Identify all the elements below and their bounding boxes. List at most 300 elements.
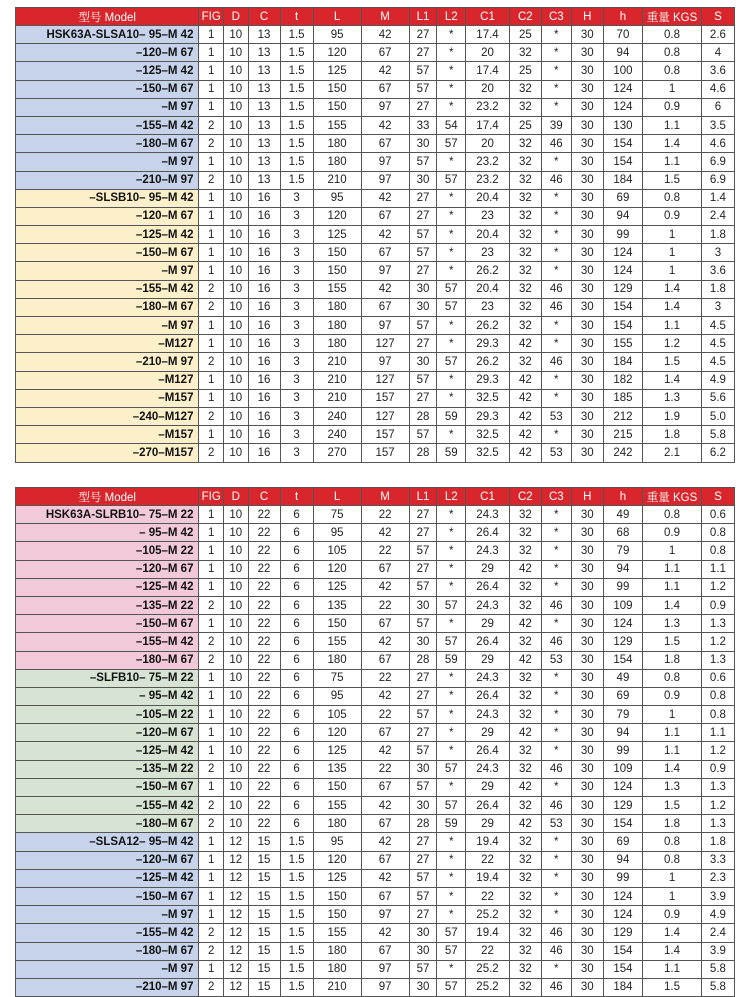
value-cell: * (541, 80, 571, 98)
table-row (16, 506, 735, 524)
table-row (16, 207, 735, 225)
model-cell: –M 97 (16, 317, 199, 335)
value-cell: 30 (571, 171, 603, 189)
value-cell: 124 (603, 887, 642, 905)
value-cell: 10 (224, 560, 249, 578)
value-cell: 42 (509, 389, 541, 407)
value-cell: 105 (313, 542, 361, 560)
value-cell: 215 (603, 426, 642, 444)
value-cell: 16 (248, 407, 280, 425)
model-cell: –155–M 42 (16, 924, 199, 942)
value-cell: 42 (361, 62, 409, 80)
value-cell: 12 (224, 924, 249, 942)
table-row (16, 760, 735, 778)
value-cell: 16 (248, 298, 280, 316)
value-cell: 32 (509, 687, 541, 705)
value-cell: 20 (466, 80, 510, 98)
value-cell: 32 (509, 706, 541, 724)
value-cell: 120 (313, 560, 361, 578)
model-cell: –SLFB10– 75–M 22 (16, 669, 199, 687)
value-cell: 57 (409, 371, 437, 389)
model-cell: –M 97 (16, 960, 199, 978)
value-cell: 22 (466, 887, 510, 905)
value-cell: 57 (437, 353, 466, 371)
value-cell: 1.4 (643, 924, 702, 942)
value-cell: 1.5 (280, 26, 313, 44)
value-cell: 10 (224, 778, 249, 796)
value-cell: 30 (571, 207, 603, 225)
value-cell: 1 (643, 244, 702, 262)
value-cell: 0.9 (701, 760, 734, 778)
value-cell: 100 (603, 62, 642, 80)
value-cell: 3 (280, 444, 313, 462)
table-row (16, 869, 735, 887)
value-cell: 3.9 (701, 887, 734, 905)
model-cell: –120–M 67 (16, 560, 199, 578)
value-cell: 27 (409, 335, 437, 353)
header-cell: D (224, 488, 249, 506)
value-cell: 42 (509, 724, 541, 742)
value-cell: 154 (603, 960, 642, 978)
table-row (16, 706, 735, 724)
value-cell: 94 (603, 851, 642, 869)
table-row (16, 524, 735, 542)
value-cell: 67 (361, 815, 409, 833)
value-cell: 68 (603, 524, 642, 542)
value-cell: 6 (701, 98, 734, 116)
value-cell: 1 (199, 524, 224, 542)
value-cell: 32 (509, 244, 541, 262)
value-cell: 1 (643, 226, 702, 244)
value-cell: 16 (248, 207, 280, 225)
header-cell: FIG (199, 488, 224, 506)
value-cell: 1.2 (701, 633, 734, 651)
value-cell: 182 (603, 371, 642, 389)
value-cell: 32 (509, 887, 541, 905)
value-cell: * (541, 26, 571, 44)
value-cell: 124 (603, 262, 642, 280)
value-cell: 1.3 (701, 615, 734, 633)
model-cell: –180–M 67 (16, 135, 199, 153)
value-cell: 30 (571, 797, 603, 815)
value-cell: 10 (224, 815, 249, 833)
value-cell: 13 (248, 116, 280, 134)
value-cell: 13 (248, 98, 280, 116)
value-cell: 6 (280, 669, 313, 687)
table-row (16, 633, 735, 651)
value-cell: * (437, 906, 466, 924)
value-cell: * (541, 524, 571, 542)
header-cell: h (603, 488, 642, 506)
value-cell: 5.8 (701, 426, 734, 444)
value-cell: 25.2 (466, 906, 510, 924)
value-cell: 1.5 (280, 942, 313, 960)
value-cell: 1.2 (701, 742, 734, 760)
value-cell: * (437, 153, 466, 171)
value-cell: 22 (248, 760, 280, 778)
value-cell: 0.9 (643, 906, 702, 924)
value-cell: 1.5 (280, 80, 313, 98)
table-row (16, 116, 735, 134)
value-cell: 180 (313, 298, 361, 316)
value-cell: 1.4 (701, 189, 734, 207)
value-cell: 10 (224, 371, 249, 389)
value-cell: 32 (509, 524, 541, 542)
value-cell: 25 (509, 26, 541, 44)
value-cell: 97 (361, 153, 409, 171)
table-row (16, 833, 735, 851)
value-cell: 1.4 (643, 942, 702, 960)
value-cell: 20.4 (466, 189, 510, 207)
value-cell: 1.1 (643, 153, 702, 171)
value-cell: 1 (199, 887, 224, 905)
table-body (16, 26, 735, 463)
value-cell: 20 (466, 44, 510, 62)
value-cell: 184 (603, 353, 642, 371)
value-cell: 6.9 (701, 153, 734, 171)
value-cell: 22 (466, 851, 510, 869)
value-cell: 67 (361, 80, 409, 98)
value-cell: * (541, 389, 571, 407)
value-cell: 4.6 (701, 80, 734, 98)
header-cell: H (571, 8, 603, 26)
header-cell: t (280, 8, 313, 26)
value-cell: * (437, 560, 466, 578)
value-cell: 1.8 (643, 651, 702, 669)
value-cell: 99 (603, 742, 642, 760)
model-cell: –M 97 (16, 262, 199, 280)
value-cell: 27 (409, 98, 437, 116)
value-cell: 30 (571, 651, 603, 669)
value-cell: 3 (280, 389, 313, 407)
value-cell: 30 (571, 317, 603, 335)
value-cell: * (541, 62, 571, 80)
model-cell: –150–M 67 (16, 80, 199, 98)
table-row (16, 407, 735, 425)
model-cell: –125–M 42 (16, 869, 199, 887)
model-cell: –270–M157 (16, 444, 199, 462)
value-cell: 10 (224, 407, 249, 425)
value-cell: * (437, 687, 466, 705)
value-cell: 75 (313, 506, 361, 524)
value-cell: * (541, 906, 571, 924)
value-cell: 22 (248, 578, 280, 596)
table-row (16, 815, 735, 833)
header-cell: M (361, 488, 409, 506)
value-cell: 30 (571, 389, 603, 407)
header-row (16, 8, 735, 26)
value-cell: 32 (509, 135, 541, 153)
table-row (16, 906, 735, 924)
value-cell: 12 (224, 851, 249, 869)
model-cell: –125–M 42 (16, 62, 199, 80)
value-cell: 13 (248, 135, 280, 153)
value-cell: 120 (313, 44, 361, 62)
table-row (16, 371, 735, 389)
model-cell: –210–M 97 (16, 353, 199, 371)
table-row (16, 189, 735, 207)
table-row (16, 960, 735, 978)
value-cell: 57 (409, 542, 437, 560)
value-cell: * (437, 542, 466, 560)
value-cell: 3 (280, 262, 313, 280)
value-cell: 99 (603, 869, 642, 887)
value-cell: 22 (248, 706, 280, 724)
value-cell: 125 (313, 869, 361, 887)
value-cell: * (541, 207, 571, 225)
value-cell: 22 (248, 815, 280, 833)
value-cell: 10 (224, 615, 249, 633)
header-cell: L (313, 8, 361, 26)
table-row (16, 353, 735, 371)
value-cell: 17.4 (466, 62, 510, 80)
value-cell: 1.5 (280, 869, 313, 887)
value-cell: 59 (437, 651, 466, 669)
value-cell: 1.2 (701, 578, 734, 596)
value-cell: * (437, 742, 466, 760)
value-cell: 57 (409, 153, 437, 171)
value-cell: 32 (509, 171, 541, 189)
value-cell: 67 (361, 887, 409, 905)
value-cell: 180 (313, 317, 361, 335)
value-cell: 97 (361, 353, 409, 371)
value-cell: 16 (248, 244, 280, 262)
value-cell: 30 (409, 353, 437, 371)
value-cell: 1.8 (643, 426, 702, 444)
table-row (16, 615, 735, 633)
value-cell: 6.9 (701, 171, 734, 189)
value-cell: 30 (571, 371, 603, 389)
value-cell: 3 (280, 317, 313, 335)
value-cell: 3 (280, 353, 313, 371)
value-cell: 1.5 (280, 135, 313, 153)
value-cell: 67 (361, 615, 409, 633)
value-cell: 30 (571, 778, 603, 796)
value-cell: 23 (466, 207, 510, 225)
value-cell: * (541, 742, 571, 760)
value-cell: 12 (224, 887, 249, 905)
value-cell: 32 (509, 578, 541, 596)
value-cell: 97 (361, 317, 409, 335)
model-cell: –180–M 67 (16, 651, 199, 669)
value-cell: 32.5 (466, 426, 510, 444)
value-cell: 180 (313, 135, 361, 153)
value-cell: 97 (361, 978, 409, 996)
value-cell: 29.3 (466, 407, 510, 425)
value-cell: 42 (361, 116, 409, 134)
value-cell: 10 (224, 153, 249, 171)
header-cell: C2 (509, 8, 541, 26)
value-cell: 30 (409, 760, 437, 778)
value-cell: 4 (701, 44, 734, 62)
value-cell: 32 (509, 44, 541, 62)
value-cell: 155 (313, 633, 361, 651)
value-cell: 29.3 (466, 371, 510, 389)
value-cell: 22 (248, 651, 280, 669)
value-cell: 30 (571, 189, 603, 207)
value-cell: 6 (280, 687, 313, 705)
value-cell: 30 (571, 742, 603, 760)
value-cell: 24.3 (466, 596, 510, 614)
value-cell: 1.5 (280, 98, 313, 116)
value-cell: 120 (313, 851, 361, 869)
value-cell: 1.5 (280, 887, 313, 905)
header-cell: 重量 KGS (643, 488, 702, 506)
value-cell: 6 (280, 615, 313, 633)
value-cell: 15 (248, 906, 280, 924)
value-cell: 1.1 (643, 724, 702, 742)
value-cell: 124 (603, 906, 642, 924)
value-cell: 53 (541, 407, 571, 425)
value-cell: 20 (466, 135, 510, 153)
value-cell: 210 (313, 371, 361, 389)
value-cell: 2 (199, 924, 224, 942)
value-cell: 59 (437, 444, 466, 462)
value-cell: 155 (313, 797, 361, 815)
value-cell: * (437, 80, 466, 98)
model-cell: –210–M 97 (16, 171, 199, 189)
value-cell: 184 (603, 171, 642, 189)
value-cell: 26.4 (466, 797, 510, 815)
value-cell: 30 (571, 687, 603, 705)
value-cell: 30 (571, 44, 603, 62)
value-cell: 15 (248, 887, 280, 905)
table-row (16, 426, 735, 444)
value-cell: 57 (409, 887, 437, 905)
value-cell: 0.8 (701, 542, 734, 560)
value-cell: 105 (313, 706, 361, 724)
value-cell: 3.9 (701, 942, 734, 960)
value-cell: 154 (603, 942, 642, 960)
value-cell: 10 (224, 226, 249, 244)
value-cell: 22 (248, 596, 280, 614)
value-cell: 154 (603, 298, 642, 316)
value-cell: 10 (224, 98, 249, 116)
value-cell: 150 (313, 615, 361, 633)
value-cell: 29.3 (466, 335, 510, 353)
value-cell: 0.8 (643, 26, 702, 44)
value-cell: 3 (280, 371, 313, 389)
header-cell: D (224, 8, 249, 26)
value-cell: 124 (603, 244, 642, 262)
value-cell: 1 (199, 426, 224, 444)
value-cell: 46 (541, 924, 571, 942)
value-cell: 46 (541, 171, 571, 189)
value-cell: * (541, 506, 571, 524)
value-cell: * (437, 869, 466, 887)
value-cell: 25 (509, 116, 541, 134)
value-cell: * (541, 778, 571, 796)
value-cell: 57 (409, 244, 437, 262)
value-cell: 28 (409, 407, 437, 425)
value-cell: * (437, 317, 466, 335)
value-cell: 2 (199, 171, 224, 189)
value-cell: 32 (509, 833, 541, 851)
value-cell: 27 (409, 524, 437, 542)
value-cell: 3 (280, 280, 313, 298)
table-row (16, 44, 735, 62)
value-cell: 3 (280, 244, 313, 262)
value-cell: 30 (571, 135, 603, 153)
value-cell: 24.3 (466, 669, 510, 687)
value-cell: 109 (603, 596, 642, 614)
value-cell: 46 (541, 760, 571, 778)
value-cell: 94 (603, 724, 642, 742)
header-model: 型号 Model (16, 8, 199, 26)
value-cell: 6 (280, 578, 313, 596)
value-cell: 30 (571, 226, 603, 244)
value-cell: 30 (571, 633, 603, 651)
value-cell: 57 (409, 869, 437, 887)
value-cell: 154 (603, 651, 642, 669)
value-cell: 59 (437, 407, 466, 425)
value-cell: 1.8 (701, 833, 734, 851)
value-cell: 49 (603, 506, 642, 524)
value-cell: 1 (199, 189, 224, 207)
value-cell: 180 (313, 942, 361, 960)
value-cell: 10 (224, 262, 249, 280)
value-cell: 124 (603, 80, 642, 98)
value-cell: 1.5 (643, 797, 702, 815)
table-row (16, 98, 735, 116)
value-cell: 30 (571, 524, 603, 542)
value-cell: 97 (361, 98, 409, 116)
header-cell: C3 (541, 488, 571, 506)
value-cell: 16 (248, 389, 280, 407)
value-cell: 1.5 (280, 171, 313, 189)
value-cell: 0.8 (643, 62, 702, 80)
value-cell: 6 (280, 797, 313, 815)
value-cell: 2 (199, 942, 224, 960)
value-cell: * (541, 335, 571, 353)
value-cell: 5.0 (701, 407, 734, 425)
model-cell: –M157 (16, 389, 199, 407)
header-cell: FIG (199, 8, 224, 26)
value-cell: 154 (603, 135, 642, 153)
table-row (16, 924, 735, 942)
value-cell: 22 (361, 506, 409, 524)
value-cell: * (437, 506, 466, 524)
value-cell: 27 (409, 262, 437, 280)
model-cell: –210–M 97 (16, 978, 199, 996)
value-cell: 13 (248, 80, 280, 98)
value-cell: 67 (361, 244, 409, 262)
value-cell: * (437, 262, 466, 280)
value-cell: 6.2 (701, 444, 734, 462)
value-cell: 30 (571, 615, 603, 633)
header-row (16, 488, 735, 506)
value-cell: * (437, 189, 466, 207)
value-cell: 1.1 (643, 317, 702, 335)
value-cell: 125 (313, 578, 361, 596)
model-cell: –M 97 (16, 153, 199, 171)
value-cell: 10 (224, 444, 249, 462)
header-cell: L1 (409, 488, 437, 506)
value-cell: 30 (571, 724, 603, 742)
table-row (16, 135, 735, 153)
value-cell: 10 (224, 797, 249, 815)
value-cell: 29 (466, 651, 510, 669)
value-cell: 180 (313, 651, 361, 669)
value-cell: 1 (199, 706, 224, 724)
value-cell: 19.4 (466, 869, 510, 887)
value-cell: 22 (248, 615, 280, 633)
value-cell: 157 (361, 389, 409, 407)
value-cell: 10 (224, 578, 249, 596)
value-cell: 42 (361, 26, 409, 44)
value-cell: 0.9 (643, 524, 702, 542)
value-cell: 10 (224, 298, 249, 316)
